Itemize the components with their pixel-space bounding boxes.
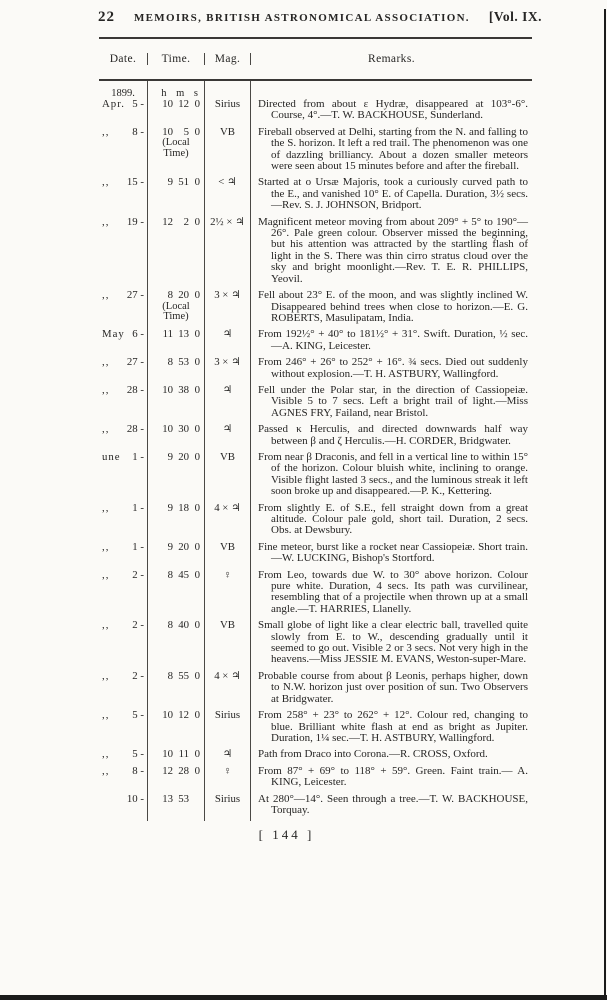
- time-cell: [148, 81, 205, 127]
- remarks-cell: [251, 620, 532, 671]
- time-hours: 12: [162, 215, 173, 228]
- date-month: ,,: [102, 748, 110, 761]
- time-cell: [148, 710, 205, 749]
- date-cell: [99, 542, 148, 570]
- remark-text: From 192½° + 40° to 181½° + 31°. Swift. Duration, ½ sec.—A. KING, Leicester.: [258, 328, 528, 352]
- time-cell: [148, 357, 205, 385]
- remark-text: Path from Draco into Corona.—R. CROSS, Oxford.: [258, 748, 488, 761]
- date-cell: [99, 503, 148, 542]
- date-month: ,,: [102, 423, 110, 436]
- time-minutes: 20: [178, 289, 189, 302]
- time-cell: [148, 749, 205, 765]
- remark-text: Small globe of light like a clear electric ball, travelled quite slowly from E. to W., descending gradually until it seemed to go out. Visible 2 or 3 secs. Not very high in the heavens.—Miss JESSIE M. EVANS, Weston-super-Mare.: [258, 619, 528, 666]
- scan-edge-bottom: [0, 995, 607, 1000]
- remark-text: Passed κ Herculis, and directed downwards half way between β and ζ Herculis.—H. CORDER, Bridgwater.: [258, 423, 528, 447]
- date-day: 2 -: [132, 568, 144, 581]
- date-month: ,,: [102, 619, 110, 632]
- mag-value: VB: [220, 450, 235, 463]
- mag-value: 2½ × ♃: [210, 215, 245, 228]
- date-month: May: [102, 328, 125, 341]
- time-seconds: 0: [194, 125, 200, 138]
- time-hours: 10: [162, 709, 173, 722]
- date-month: ,,: [102, 356, 110, 369]
- time-hours: 10: [162, 748, 173, 761]
- remarks-cell: [251, 749, 532, 765]
- date-month: ,,: [102, 568, 110, 581]
- time-minutes: 12: [178, 98, 189, 111]
- date-month: ,,: [102, 215, 110, 228]
- time-seconds: 0: [194, 669, 200, 682]
- remark-text: Fireball observed at Delhi, starting from the N. and falling to the S. horizon. It left a red trail. The phenomenon was one of dazzling brilliancy. About a dozen smaller meteors were seen about 15 minutes before and after the fireball.: [258, 125, 528, 173]
- date-cell: [99, 290, 148, 329]
- table-row: [99, 290, 532, 329]
- mag-value: Sirius: [214, 792, 241, 805]
- date-cell: [99, 452, 148, 503]
- remark-text: From 246° + 26° to 252° + 16°. ¾ secs. Died out suddenly without explosion.—T. H. ASTBURY, Wallingford.: [258, 356, 528, 380]
- table-row: [99, 81, 532, 127]
- time-seconds: 0: [194, 289, 200, 302]
- time-hours: 8: [167, 289, 173, 302]
- remarks-cell: [251, 385, 532, 424]
- table-row: [99, 424, 532, 452]
- remarks-cell: [251, 217, 532, 290]
- time-minutes: 20: [178, 450, 189, 463]
- table-row: [99, 542, 532, 570]
- time-cell: [148, 452, 205, 503]
- remark-text: From 87° + 69° to 118° + 59°. Green. Faint train.— A. KING, Leicester.: [258, 764, 528, 789]
- volume-label: [Vol. IX.: [488, 9, 542, 24]
- time-hours: 8: [167, 669, 173, 682]
- mag-cell: [205, 710, 251, 749]
- time-hours: 12: [162, 764, 173, 777]
- table-row: [99, 127, 532, 178]
- mag-value: VB: [220, 619, 235, 632]
- remark-text: At 280°—14°. Seen through a tree.—T. W. BACKHOUSE, Torquay.: [258, 792, 528, 816]
- time-seconds: 0: [194, 328, 200, 341]
- mag-value: Sirius: [214, 709, 241, 722]
- page-header: [98, 9, 542, 26]
- column-header-remarks: Remarks.: [368, 53, 415, 65]
- time-cell: [148, 570, 205, 621]
- remarks-cell: [251, 570, 532, 621]
- remarks-cell: [251, 710, 532, 749]
- time-minutes: 40: [178, 619, 189, 632]
- time-seconds: 0: [194, 383, 200, 396]
- remarks-cell: [251, 177, 532, 216]
- mag-value: 4 × ♃: [214, 501, 241, 514]
- time-hours: 9: [167, 450, 173, 463]
- mag-value: ♃: [222, 748, 233, 761]
- date-month: ,,: [102, 764, 110, 777]
- mag-cell: [205, 127, 251, 178]
- date-day: 15 -: [126, 176, 144, 189]
- table-row: [99, 177, 532, 216]
- time-seconds: [189, 794, 200, 805]
- time-minutes: 11: [178, 748, 189, 761]
- date-day: 27 -: [126, 289, 144, 302]
- table-row: [99, 385, 532, 424]
- remark-text: Probable course from about β Leonis, perhaps higher, down to N.W. horizon just over position of sun. Two Observers at Bridgwater.: [258, 669, 528, 705]
- remark-text: Magnificent meteor moving from about 209° + 5° to 190°—26°. Pale green colour. Observer missed the beginning, but his attention was attracted by the startling flash of light in the S. There was thin cirro stratus cloud over the sky and bright moonlight.—Rev. T. E. R. PHILLIPS, Yeovil.: [258, 215, 528, 285]
- date-month: ,,: [102, 289, 110, 302]
- table-row: [99, 452, 532, 503]
- mag-cell: [205, 542, 251, 570]
- time-cell: [148, 290, 205, 329]
- date-day: 5 -: [132, 98, 144, 111]
- mag-value: ♀: [223, 764, 232, 777]
- time-seconds: 0: [194, 215, 200, 228]
- date-day: 1 -: [132, 501, 144, 514]
- time-hours: 10: [162, 125, 173, 138]
- time-cell: [148, 424, 205, 452]
- date-month: ,,: [102, 540, 110, 553]
- date-day: 1 -: [132, 540, 144, 553]
- remarks-cell: [251, 503, 532, 542]
- time-minutes: 5: [183, 125, 189, 138]
- time-seconds: 0: [194, 501, 200, 514]
- remark-text: From near β Draconis, and fell in a vertical line to within 15° of the horizon. Colour bluish white, inclining to orange. Visible flight lasted 3 secs., and the luminous streak it left soon broke up and disappeared.—P. K., Kettering.: [258, 450, 528, 498]
- time-seconds: 0: [194, 98, 200, 111]
- date-month: ,,: [102, 176, 110, 189]
- time-hours: 9: [167, 501, 173, 514]
- time-minutes: 18: [178, 501, 189, 514]
- mag-cell: [205, 749, 251, 765]
- time-hours: 8: [167, 568, 173, 581]
- table-row: [99, 329, 532, 357]
- table-row: [99, 357, 532, 385]
- table-row: [99, 217, 532, 290]
- time-hours: 11: [162, 328, 173, 341]
- mag-cell: [205, 290, 251, 329]
- remarks-cell: [251, 424, 532, 452]
- remarks-cell: [251, 329, 532, 357]
- mag-cell: [205, 217, 251, 290]
- date-day: 8 -: [132, 764, 144, 777]
- remarks-cell: [251, 357, 532, 385]
- time-minutes: 55: [178, 669, 189, 682]
- table-row: [99, 620, 532, 671]
- column-header-date: Date.: [99, 53, 148, 65]
- date-month: ,,: [102, 125, 110, 138]
- time-cell: [148, 794, 205, 822]
- time-cell: [148, 329, 205, 357]
- time-cell: [148, 542, 205, 570]
- time-hms-header: h m s: [161, 88, 198, 99]
- remark-text: From Leo, towards due W. to 30° above horizon. Colour pure white. Duration, 4 secs. Its path was curvilinear, resembling that of a projectile when thrown up at a small angle.—T. HARRIES, Llanelly.: [258, 568, 528, 615]
- mag-cell: [205, 424, 251, 452]
- remarks-cell: [251, 290, 532, 329]
- date-cell: [99, 766, 148, 794]
- time-cell: [148, 127, 205, 178]
- mag-cell: [205, 766, 251, 794]
- remarks-cell: [251, 794, 532, 822]
- page-number-bottom: [ 144 ]: [258, 827, 315, 843]
- mag-cell: [205, 385, 251, 424]
- date-day: 8 -: [132, 125, 144, 138]
- time-cell: [148, 503, 205, 542]
- date-cell: [99, 570, 148, 621]
- date-month: [102, 794, 122, 805]
- mag-cell: [205, 81, 251, 127]
- date-cell: [99, 749, 148, 765]
- time-note: (Local Time): [162, 137, 190, 160]
- time-minutes: 13: [178, 328, 189, 341]
- date-cell: [99, 127, 148, 178]
- table-row: [99, 671, 532, 710]
- mag-value: 4 × ♃: [214, 669, 241, 682]
- date-day: 5 -: [132, 748, 144, 761]
- mag-cell: [205, 357, 251, 385]
- remark-text: Directed from about ε Hydræ, disappeared at 103°-6°. Course, 4°.—T. W. BACKHOUSE, Sunderland.: [258, 98, 528, 122]
- mag-value: < ♃: [218, 176, 237, 189]
- date-cell: [99, 710, 148, 749]
- table-header-row: [99, 39, 532, 81]
- remark-text: Started at ο Ursæ Majoris, took a curiously curved path to the E., and vanished 10° E. of Capella. Duration, 3½ secs.—Rev. S. J. JOHNSON, Bridport.: [258, 176, 528, 212]
- date-day: 1 -: [132, 450, 144, 463]
- time-hours: 8: [167, 356, 173, 369]
- mag-value: ♃: [222, 383, 233, 396]
- time-minutes: 53: [178, 356, 189, 369]
- mag-value: ♃: [222, 423, 233, 436]
- date-day: 19 -: [126, 215, 144, 228]
- time-seconds: 0: [194, 423, 200, 436]
- date-month: une: [102, 450, 121, 463]
- remark-text: From slightly E. of S.E., fell straight down from a great altitude. Colour pale gold, short tail. Duration, 2 secs. Obs. at Dewsbury.: [258, 501, 528, 537]
- time-note: (Local Time): [162, 300, 190, 323]
- time-minutes: 28: [178, 764, 189, 777]
- date-cell: [99, 217, 148, 290]
- date-cell: [99, 177, 148, 216]
- remarks-cell: [251, 671, 532, 710]
- page-number-top: 22: [98, 9, 115, 25]
- time-minutes: 51: [178, 176, 189, 189]
- remarks-cell: [251, 452, 532, 503]
- time-seconds: 0: [194, 619, 200, 632]
- time-minutes: 45: [178, 568, 189, 581]
- time-hours: 10: [162, 383, 173, 396]
- table-row: [99, 503, 532, 542]
- mag-value: VB: [220, 125, 235, 138]
- date-month: Apr.: [102, 98, 125, 111]
- time-hours: 13: [162, 792, 173, 805]
- mag-value: 3 × ♃: [214, 356, 241, 369]
- table-row: [99, 710, 532, 749]
- mag-value: ♀: [223, 568, 232, 581]
- date-day: 27 -: [126, 356, 144, 369]
- date-day: 2 -: [132, 619, 144, 632]
- remarks-cell: [251, 127, 532, 178]
- time-seconds: 0: [194, 748, 200, 761]
- journal-title: MEMOIRS, BRITISH ASTRONOMICAL ASSOCIATION.: [133, 12, 470, 24]
- date-month: ,,: [102, 383, 110, 396]
- scan-edge-right: [604, 9, 606, 1000]
- time-hours: 10: [162, 423, 173, 436]
- remarks-cell: [251, 766, 532, 794]
- mag-cell: [205, 570, 251, 621]
- time-seconds: 0: [194, 176, 200, 189]
- remark-text: Fell under the Polar star, in the direction of Cassiopeiæ. Visible 5 to 7 secs. Left a bright trail of light.—Miss AGNES FRY, Failand, near Bristol.: [258, 383, 528, 419]
- time-cell: [148, 217, 205, 290]
- time-minutes: 20: [178, 540, 189, 553]
- column-header-time: Time.: [148, 53, 205, 65]
- date-month: ,,: [102, 669, 110, 682]
- remarks-cell: [251, 542, 532, 570]
- mag-value: ♃: [222, 328, 233, 341]
- time-seconds: 0: [194, 764, 200, 777]
- mag-value: Sirius: [214, 98, 241, 110]
- time-cell: [148, 671, 205, 710]
- mag-cell: [205, 329, 251, 357]
- date-day: 28 -: [126, 383, 144, 396]
- date-month: ,,: [102, 709, 110, 722]
- time-cell: [148, 177, 205, 216]
- date-cell: [99, 329, 148, 357]
- time-minutes: 38: [178, 383, 189, 396]
- remark-text: Fine meteor, burst like a rocket near Cassiopeiæ. Short train.—W. LUCKING, Bishop's Stortford.: [258, 540, 528, 565]
- time-cell: [148, 766, 205, 794]
- date-month: ,,: [102, 501, 110, 514]
- time-hours: 8: [167, 619, 173, 632]
- time-cell: [148, 385, 205, 424]
- date-cell: [99, 620, 148, 671]
- date-cell: [99, 385, 148, 424]
- date-year: 1899.: [111, 88, 135, 99]
- date-day: 28 -: [126, 423, 144, 436]
- column-header-mag: Mag.: [205, 53, 251, 65]
- mag-cell: [205, 671, 251, 710]
- time-seconds: 0: [194, 568, 200, 581]
- time-seconds: 0: [194, 356, 200, 369]
- time-hours: 10: [162, 98, 173, 111]
- mag-cell: [205, 503, 251, 542]
- mag-value: 3 × ♃: [214, 289, 241, 302]
- table-row: [99, 794, 532, 822]
- time-minutes: 53: [178, 792, 189, 805]
- mag-cell: [205, 620, 251, 671]
- time-hours: 9: [167, 540, 173, 553]
- table-row: [99, 766, 532, 794]
- date-cell: [99, 424, 148, 452]
- date-cell: [99, 357, 148, 385]
- date-cell: [99, 671, 148, 710]
- date-day: 5 -: [132, 709, 144, 722]
- date-cell: [99, 794, 148, 822]
- time-cell: [148, 620, 205, 671]
- date-day: 2 -: [132, 669, 144, 682]
- remark-text: From 258° + 23° to 262° + 12°. Colour red, changing to blue. Brilliant white flash at end as bright as Jupiter. Duration, 1¼ sec.—T. H. ASTBURY, Wallingford.: [258, 709, 528, 744]
- date-day: 10 -: [126, 792, 144, 805]
- time-minutes: 30: [178, 423, 189, 436]
- mag-cell: [205, 452, 251, 503]
- table-body: [99, 81, 532, 823]
- time-minutes: 2: [183, 215, 189, 228]
- mag-value: VB: [220, 540, 235, 553]
- time-seconds: 0: [194, 540, 200, 553]
- remarks-cell: [251, 81, 532, 127]
- date-cell: [99, 81, 148, 127]
- page-footer: [99, 826, 532, 844]
- time-seconds: 0: [194, 709, 200, 722]
- date-day: 6 -: [132, 328, 144, 341]
- time-seconds: 0: [194, 450, 200, 463]
- observations-table: [99, 37, 532, 823]
- table-row: [99, 749, 532, 765]
- remark-text: Fell about 23° E. of the moon, and was slightly inclined W. Disappeared behind trees when close to horizon.—E. G. ROBERTS, Masulipatam, India.: [258, 289, 528, 324]
- time-minutes: 12: [178, 709, 189, 722]
- mag-cell: [205, 794, 251, 822]
- mag-cell: [205, 177, 251, 216]
- table-row: [99, 570, 532, 621]
- time-hours: 9: [167, 176, 173, 189]
